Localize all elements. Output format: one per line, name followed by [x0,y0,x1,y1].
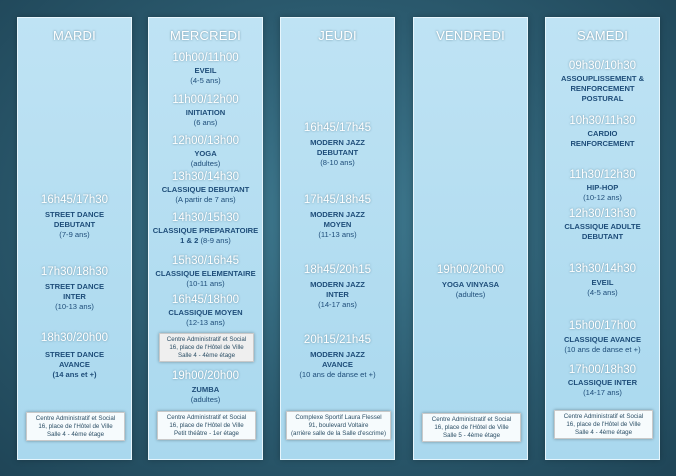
session-name-line2: MOYEN [323,220,352,229]
session-name: CLASSIQUE DEBUTANT [161,185,250,194]
session-age: (10-13 ans) [55,302,94,311]
location-line: Petit théâtre - 1er étage [173,429,239,437]
session-name: EVEIL [591,278,614,287]
session [281,122,394,168]
session-name: STREET DANCE [44,282,105,291]
location-line: 16, place de l'Hôtel de Ville [38,422,113,430]
session [149,52,262,86]
session-time: 18h45/20h15 [303,264,372,276]
session-name: CLASSIQUE MOYEN [168,308,243,317]
session-time: 16h45/18h00 [171,294,240,306]
location-line: Centre Administratif et Social [166,336,247,343]
session-name-line2: AVANCE [322,360,353,369]
session [546,169,659,203]
location-line: (arrière salle de la Salle d'escrime) [290,429,387,437]
session-name: STREET DANCE [44,350,105,359]
session-age: (adultes) [190,159,221,168]
session-time: 19h00/20h00 [171,370,240,382]
session [281,334,394,380]
session-name: INITIATION [185,108,226,117]
session-name-line2: AVANCE [59,360,90,369]
location-card [554,410,653,439]
location-line: Complexe Sportif Laura Flessel [295,414,382,421]
location-line: 16, place de l'Hôtel de Ville [169,343,244,351]
day-title: SAMEDI [576,28,629,43]
session-age: (12-13 ans) [186,318,225,327]
session-time: 09h30/10h30 [568,60,637,72]
session-age: (4-5 ans) [587,288,618,297]
session-age: (6 ans) [193,118,218,127]
session [546,208,659,242]
session-name-line2: INTER [326,290,349,299]
location-card [157,411,256,440]
session-age: (14 ans et +) [52,370,97,379]
session-age: (A partir de 7 ans) [175,195,236,204]
column-vendredi [413,17,528,460]
location-line: 16, place de l'Hôtel de Ville [434,423,509,431]
session-name: EVEIL [194,66,217,75]
session-name: MODERN JAZZ [310,210,365,219]
session-age: (4-5 ans) [190,76,221,85]
session-time: 13h30/14h30 [171,171,240,183]
session-time: 16h45/17h30 [40,194,109,206]
session-name: MODERN JAZZ [310,280,365,289]
column-mardi [17,17,132,460]
session-name: YOGA [194,149,217,158]
session [149,255,262,289]
location-card [422,413,521,442]
session-age: (10-11 ans) [186,279,225,288]
location-line: Centre Administratif et Social [431,416,512,423]
session-name: CLASSIQUE ADULTE [564,222,641,231]
session-name: CLASSIQUE ELEMENTAIRE [155,269,256,278]
session-time: 15h30/16h45 [171,255,240,267]
day-title: MARDI [53,28,96,43]
session-time: 19h00/20h00 [436,264,505,276]
session [149,135,262,169]
session-name: CLASSIQUE AVANCE [563,335,642,344]
session-name: STREET DANCE [44,210,105,219]
location-line: Centre Administratif et Social [563,413,644,420]
day-title: JEUDI [318,28,357,43]
session [18,194,131,240]
session-time: 10h00/11h00 [172,52,239,64]
session-time: 12h00/13h00 [171,135,240,147]
session-name-line3: POSTURAL [581,94,624,103]
session-time: 11h30/12h30 [569,169,636,181]
session-name-line2: DEBUTANT [53,220,96,229]
session [546,263,659,298]
location-line: Salle 4 - 4ème étage [46,430,105,438]
session [18,332,131,380]
session-name: CARDIO [587,129,618,138]
session-time: 10h30/11h30 [569,115,636,127]
session-name-line2: DEBUTANT [316,148,359,157]
location-line: 91, boulevard Voltaire [308,421,369,429]
session-age: (14-17 ans) [318,300,357,309]
day-title: VENDREDI [436,28,505,43]
session-time: 20h15/21h45 [303,334,372,346]
session-name: YOGA VINYASA [441,280,500,289]
column-jeudi [280,17,395,460]
column-mercredi [148,17,263,460]
session-time: 16h45/17h45 [303,122,372,134]
session [414,264,527,300]
session-time: 11h00/12h00 [172,94,239,106]
session-name-line2: RENFORCEMENT [570,139,635,148]
session [18,266,131,312]
location-line: Centre Administratif et Social [166,414,247,421]
location-line: 16, place de l'Hôtel de Ville [566,420,641,428]
session-age: (11-13 ans) [318,230,357,239]
location-card [286,411,391,440]
session [281,194,394,240]
session-time: 17h45/18h45 [303,194,372,206]
day-title: MERCREDI [170,28,241,43]
session-age: (10 ans de danse et +) [564,345,641,354]
session-age: (8-10 ans) [320,158,355,167]
session [149,171,262,205]
session-name-line2: RENFORCEMENT [570,84,635,93]
session-name: HIP-HOP [586,183,619,192]
location-card [26,412,125,441]
session-time: 14h30/15h30 [171,212,240,224]
location-line: 16, place de l'Hôtel de Ville [169,421,244,429]
session [546,60,659,104]
session-name: ZUMBA [191,385,220,394]
session-name-line2: DEBUTANT [581,232,624,241]
session-time: 17h30/18h30 [40,266,109,278]
session-time: 18h30/20h00 [40,332,109,344]
session [149,212,262,246]
session-name: CLASSIQUE INTER [567,378,638,387]
session-name: ASSOUPLISSEMENT & [560,74,645,83]
session-age: (adultes) [455,290,486,299]
session-time: 13h30/14h30 [568,263,637,275]
session-age: (10-12 ans) [583,193,622,202]
session-time: 12h30/13h30 [568,208,637,220]
location-line: Salle 4 - 4ème étage [574,428,633,436]
location-line: Centre Administratif et Social [35,415,116,422]
location-card [159,333,254,362]
session [281,264,394,310]
session-name: CLASSIQUE PREPARATOIRE [152,226,259,235]
session-age: (14-17 ans) [583,388,622,397]
session-time: 17h00/18h30 [568,364,637,376]
session-age: (7-9 ans) [59,230,90,239]
session-name: MODERN JAZZ [310,138,365,147]
location-line: Salle 5 - 4ème étage [442,431,501,439]
session [149,294,262,328]
session [149,94,262,128]
session-age: (adultes) [190,395,221,404]
session [546,115,659,149]
session-name: MODERN JAZZ [310,350,365,359]
session-age: (8-9 ans) [200,236,231,245]
session [546,364,659,398]
session-time: 15h00/17h00 [568,320,637,332]
session-age: (10 ans de danse et +) [299,370,376,379]
session-name-line2 [149,236,262,246]
location-line: Salle 4 - 4ème étage [177,351,236,359]
column-samedi [545,17,660,460]
session-name-line2: INTER [63,292,86,301]
session [546,320,659,355]
session [149,370,262,405]
session-name-line2-text: 1 & 2 [180,236,199,245]
